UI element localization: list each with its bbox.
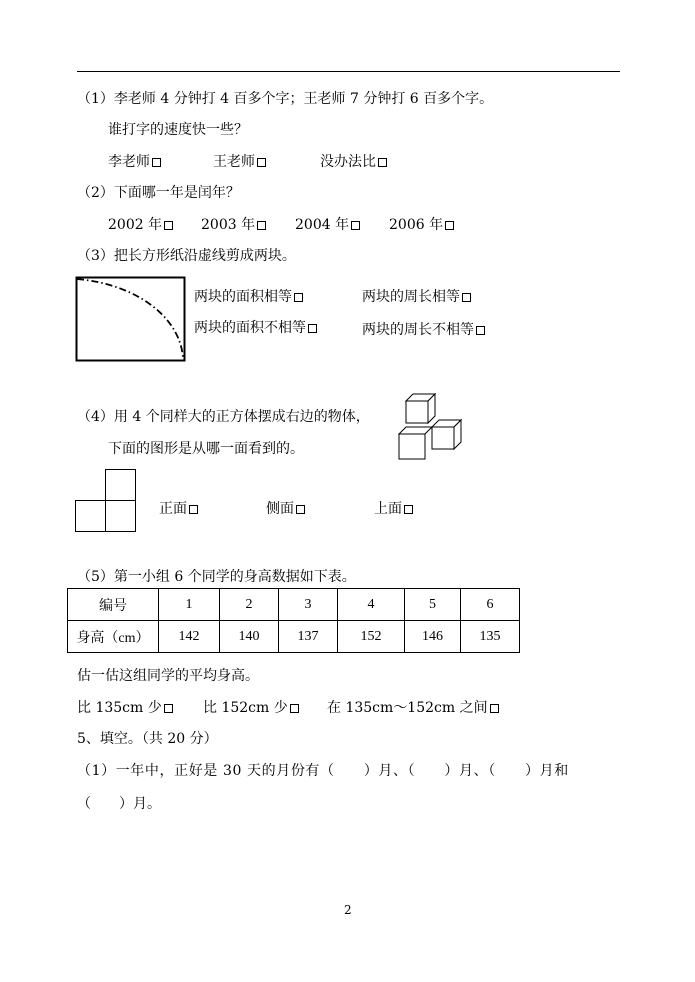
q5-question: 估一估这组同学的平均身高。 (77, 668, 259, 684)
view-shape-figure (75, 469, 137, 533)
table-cell: 2 (220, 589, 279, 621)
header-rule (77, 71, 620, 72)
checkbox[interactable] (257, 158, 266, 167)
checkbox[interactable] (476, 326, 485, 335)
section5-q1-line2: （ ）月。 (77, 796, 161, 812)
checkbox[interactable] (257, 221, 266, 230)
q4-option-3[interactable]: 上面 (374, 498, 413, 518)
checkbox[interactable] (445, 221, 454, 230)
section5-heading: 5、填空。（共 20 分） (77, 731, 218, 747)
table-cell: 140 (220, 621, 279, 653)
q4-option-2[interactable]: 侧面 (266, 498, 305, 518)
q1-option-1[interactable]: 李老师 (108, 151, 161, 171)
q1-option-2[interactable]: 王老师 (213, 151, 266, 171)
q2-option-3[interactable]: 2004 年 (295, 214, 360, 234)
checkbox[interactable] (294, 293, 303, 302)
q1-line1: （1）李老师 4 分钟打 4 百多个字；王老师 7 分钟打 6 百多个字。 (77, 91, 494, 107)
table-cell: 编号 (68, 589, 159, 621)
checkbox[interactable] (189, 505, 198, 514)
q3-question: （3）把长方形纸沿虚线剪成两块。 (77, 248, 296, 264)
table-cell: 137 (279, 621, 338, 653)
table-cell: 6 (461, 589, 520, 621)
q3-option-4[interactable]: 两块的周长不相等 (362, 319, 485, 339)
checkbox[interactable] (164, 221, 173, 230)
q4-line1: （4）用 4 个同样大的正方体摆成右边的物体， (77, 409, 370, 425)
height-table (67, 588, 520, 653)
table-row (68, 621, 520, 653)
table-cell: 5 (405, 589, 461, 621)
q5-option-1[interactable]: 比 135cm 少 (77, 697, 173, 717)
table-cell: 152 (338, 621, 405, 653)
table-cell: 3 (279, 589, 338, 621)
q3-option-2[interactable]: 两块的周长相等 (362, 286, 471, 306)
q3-option-3[interactable]: 两块的面积不相等 (194, 317, 317, 337)
checkbox[interactable] (296, 505, 305, 514)
checkbox[interactable] (290, 704, 299, 713)
q5-intro: （5）第一小组 6 个同学的身高数据如下表。 (77, 569, 356, 585)
q4-line2: 下面的图形是从哪一面看到的。 (108, 441, 304, 457)
checkbox[interactable] (490, 704, 499, 713)
cut-rectangle-figure (75, 276, 187, 362)
table-cell: 1 (159, 589, 220, 621)
q5-option-3[interactable]: 在 135cm～152cm 之间 (327, 697, 499, 717)
section5-q1-line1: （1）一年中，正好是 30 天的月份有（ ）月、（ ）月、（ ）月和 (77, 763, 569, 779)
checkbox[interactable] (351, 221, 360, 230)
table-cell: 146 (405, 621, 461, 653)
q2-option-4[interactable]: 2006 年 (389, 214, 454, 234)
checkbox[interactable] (308, 324, 317, 333)
q4-option-1[interactable]: 正面 (159, 498, 198, 518)
q1-option-3[interactable]: 没办法比 (320, 151, 387, 171)
table-cell: 135 (461, 621, 520, 653)
stacked-cubes-figure (396, 393, 474, 461)
q2-option-1[interactable]: 2002 年 (108, 214, 173, 234)
page-number: 2 (344, 903, 352, 917)
checkbox[interactable] (164, 704, 173, 713)
checkbox[interactable] (404, 505, 413, 514)
checkbox[interactable] (462, 293, 471, 302)
table-cell: 142 (159, 621, 220, 653)
q1-line2: 谁打字的速度快一些？ (108, 122, 248, 138)
table-row (68, 589, 520, 621)
q5-option-2[interactable]: 比 152cm 少 (203, 697, 299, 717)
q2-option-2[interactable]: 2003 年 (201, 214, 266, 234)
q3-option-1[interactable]: 两块的面积相等 (194, 286, 303, 306)
q2-question: （2）下面哪一年是闰年？ (77, 185, 240, 201)
table-cell: 4 (338, 589, 405, 621)
checkbox[interactable] (378, 158, 387, 167)
checkbox[interactable] (152, 158, 161, 167)
table-cell: 身高（cm） (68, 621, 159, 653)
